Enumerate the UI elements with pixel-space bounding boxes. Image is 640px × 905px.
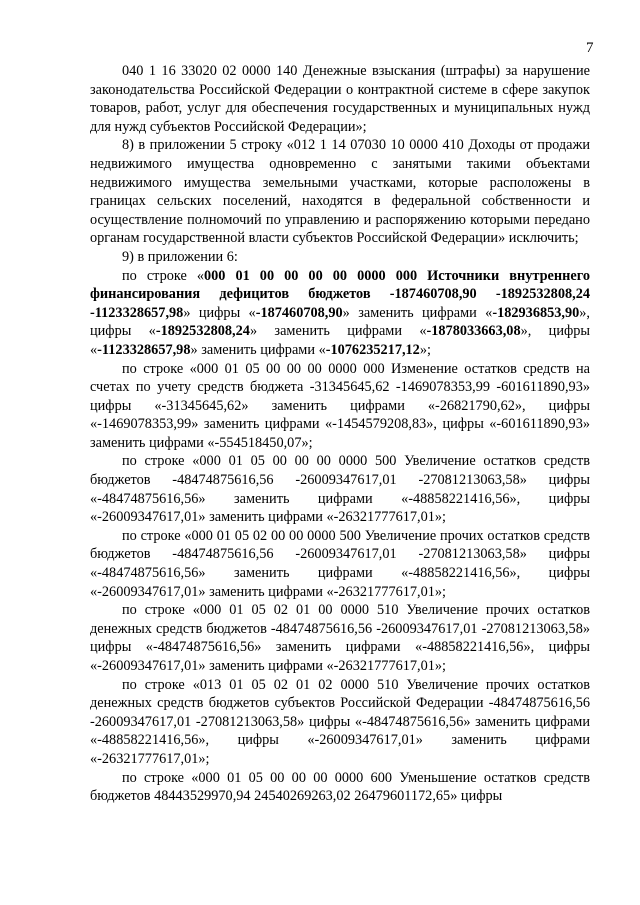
bold-text: -1123328657,98	[97, 341, 191, 358]
text-run: 9) в приложении 6:	[122, 248, 238, 265]
paragraph	[90, 527, 590, 601]
text-run: » заменить цифрами «	[342, 304, 493, 321]
paragraph	[90, 769, 590, 806]
paragraph	[90, 676, 590, 769]
text-run: » заменить цифрами «	[190, 341, 326, 358]
paragraph	[90, 452, 590, 526]
text-run: 8) в приложении 5 строку «012 1 14 07030 10 0000 410 Доходы от продажи недвижимого имущества одновременно с занятыми такими объектами недвижимого имущества земельными участками, которые расположены в границах сельских поселений, находятся в федеральной собственности и осуществление полномочий по управлению и распоряжению которыми передано органам государственной власти субъектов Российской Федерации» исключить;	[90, 137, 590, 247]
bold-text: -182936853,90	[492, 304, 580, 321]
text-run: »;	[419, 341, 431, 358]
text-run: по строке «000 01 05 00 00 00 0000 500 Увеличение остатков средств бюджетов -48474875616,56 -26009347617,01 -27081213063,58» цифры «-48474875616,56» заменить цифрами «-48858221416,56», цифры «-26009347617,01» заменить цифрами «-26321777617,01»;	[90, 453, 590, 526]
bold-text: -1878033663,08	[426, 323, 521, 340]
paragraph	[90, 601, 590, 675]
paragraph	[90, 267, 590, 360]
text-run: по строке «013 01 05 02 01 02 0000 510 Увеличение прочих остатков денежных средств бюджетов субъектов Российской Федерации -48474875616,56 -26009347617,01 -27081213063,58» цифры «-48474875616,56» заменить цифрами «-48858221416,56», цифры «-26009347617,01» заменить цифрами «-26321777617,01»;	[90, 676, 590, 767]
paragraph	[90, 62, 590, 136]
text-run: » заменить цифрами «	[249, 323, 427, 340]
text-run: », цифры «	[90, 323, 590, 358]
text-run: » цифры «	[183, 304, 256, 321]
text-run: 040 1 16 33020 02 0000 140 Денежные взыскания (штрафы) за нарушение законодательства Российской Федерации о контрактной системе в сфере закупок товаров, работ, услуг для обеспечения государственных и муниципальных нужд для нужд субъектов Российской Федерации»;	[90, 63, 590, 135]
document-body	[90, 62, 590, 806]
text-run: по строке «000 01 05 00 00 00 0000 600 Уменьшение остатков средств бюджетов 48443529970,94 24540269263,02 26479601172,65» цифры	[90, 769, 590, 805]
text-run: по строке «	[122, 267, 204, 284]
text-run: », цифры «	[90, 304, 591, 340]
bold-text: 000 01 00 00 00 00 0000 000 Источники внутреннего финансирования дефицитов бюджетов -187460708,90 -1892532808,24 -1123328657,98	[90, 267, 590, 321]
bold-text: -187460708,90	[255, 304, 343, 321]
page-number: 7	[586, 40, 594, 56]
bold-text: -1892532808,24	[155, 323, 250, 340]
text-run: по строке «000 01 05 02 00 00 0000 500 Увеличение прочих остатков средств бюджетов -48474875616,56 -26009347617,01 -27081213063,58» цифры «-48474875616,56» заменить цифрами «-48858221416,56», цифры «-26009347617,01» заменить цифрами «-26321777617,01»;	[90, 527, 590, 600]
paragraph	[90, 248, 590, 267]
text-run: по строке «000 01 05 02 01 00 0000 510 Увеличение прочих остатков денежных средств бюджетов -48474875616,56 -26009347617,01 -27081213063,58» цифры «-48474875616,56» заменить цифрами «-48858221416,56», цифры «-26009347617,01» заменить цифрами «-26321777617,01»;	[90, 602, 590, 674]
bold-text: -1076235217,12	[325, 341, 420, 358]
paragraph	[90, 136, 590, 248]
paragraph	[90, 360, 590, 453]
text-run: по строке «000 01 05 00 00 00 0000 000 Изменение остатков средств на счетах по учету средств бюджета -31345645,62 -1469078353,99 -601611890,93» цифры «-31345645,62» заменить цифрами «-26821790,62», цифры «-1469078353,99» заменить цифрами «-1454579208,83», цифры «-601611890,93» заменить цифрами «-554518450,07»;	[90, 360, 590, 451]
